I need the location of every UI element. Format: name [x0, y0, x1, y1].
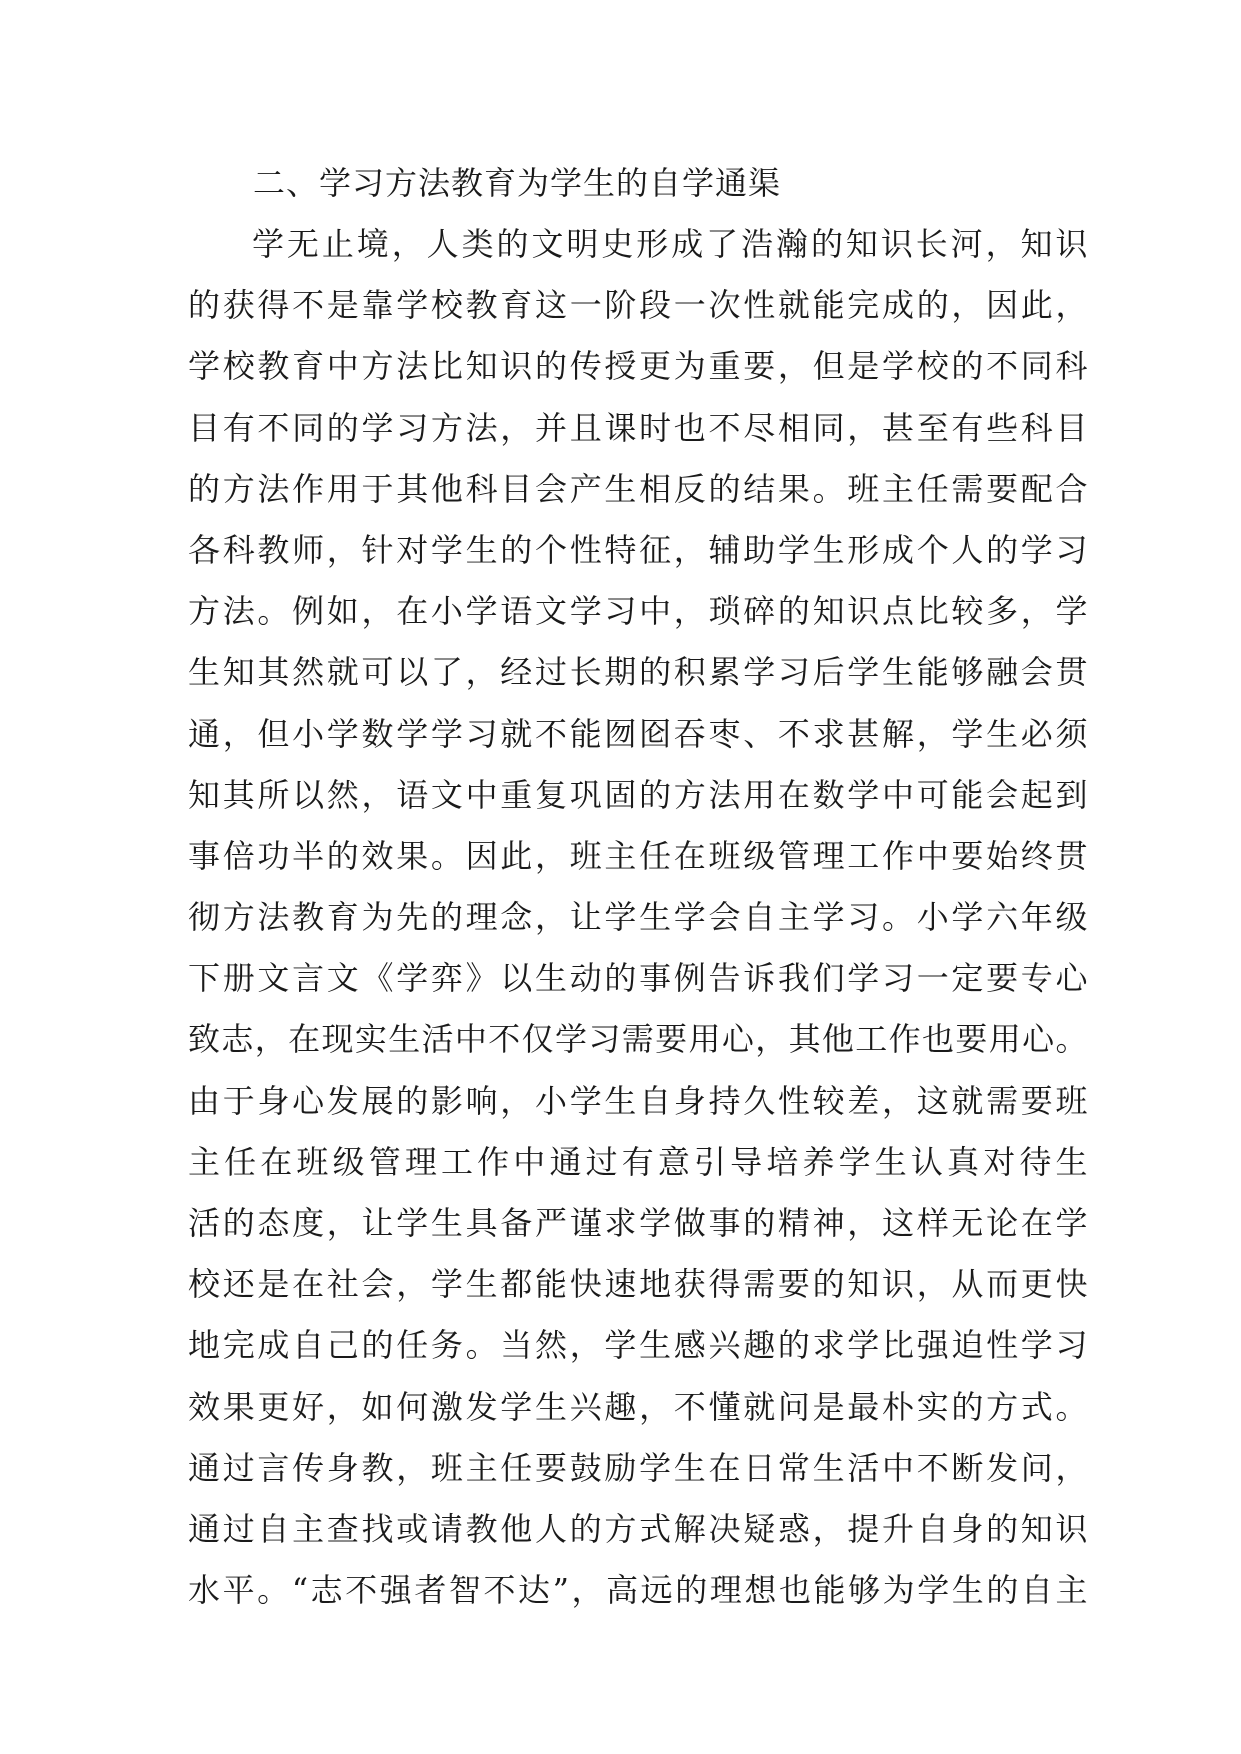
text-line: 主任在班级管理工作中通过有意引导培养学生认真对待生 [188, 1142, 1088, 1181]
text-line: 地完成自己的任务。当然，学生感兴趣的求学比强迫性学习 [188, 1326, 1088, 1365]
text-line: 效果更好，如何激发学生兴趣，不懂就问是最朴实的方式。 [188, 1387, 1088, 1426]
text-line: 活的态度，让学生具备严谨求学做事的精神，这样无论在学 [188, 1204, 1088, 1242]
text-line: 通过言传身教，班主任要鼓励学生在日常生活中不断发问， [188, 1448, 1088, 1487]
text-line: 彻方法教育为先的理念，让学生学会自主学习。小学六年级 [188, 898, 1088, 937]
text-line: 生知其然就可以了，经过长期的积累学习后学生能够融会贯 [188, 653, 1088, 692]
text-line: 通，但小学数学学习就不能囫囵吞枣、不求甚解，学生必须 [188, 714, 1088, 753]
section-heading: 二、学习方法教育为学生的自学通渠 [253, 164, 782, 202]
text-line: 知其所以然，语文中重复巩固的方法用在数学中可能会起到 [188, 775, 1088, 814]
text-line: 致志，在现实生活中不仅学习需要用心，其他工作也要用心。 [188, 1020, 1088, 1059]
body-text [188, 218, 1088, 1625]
text-line: 各科教师，针对学生的个性特征，辅助学生形成个人的学习 [188, 530, 1088, 569]
text-line: 水平。“志不强者智不达”，高远的理想也能够为学生的自主 [188, 1571, 1088, 1610]
text-line: 学无止境，人类的文明史形成了浩瀚的知识长河，知识 [252, 225, 1088, 263]
text-line: 方法。例如，在小学语文学习中，琐碎的知识点比较多，学 [188, 592, 1088, 631]
text-line: 由于身心发展的影响，小学生自身持久性较差，这就需要班 [188, 1081, 1088, 1120]
text-line: 学校教育中方法比知识的传授更为重要，但是学校的不同科 [188, 347, 1088, 386]
text-line: 通过自主查找或请教他人的方式解决疑惑，提升自身的知识 [188, 1509, 1088, 1548]
text-line: 事倍功半的效果。因此，班主任在班级管理工作中要始终贯 [188, 836, 1088, 875]
text-line: 校还是在社会，学生都能快速地获得需要的知识，从而更快 [188, 1265, 1088, 1304]
text-line: 的获得不是靠学校教育这一阶段一次性就能完成的，因此， [188, 286, 1088, 325]
text-line: 的方法作用于其他科目会产生相反的结果。班主任需要配合 [188, 469, 1088, 508]
text-line: 目有不同的学习方法，并且课时也不尽相同，甚至有些科目 [188, 408, 1088, 447]
text-line: 下册文言文《学弈》以生动的事例告诉我们学习一定要专心 [188, 959, 1088, 998]
